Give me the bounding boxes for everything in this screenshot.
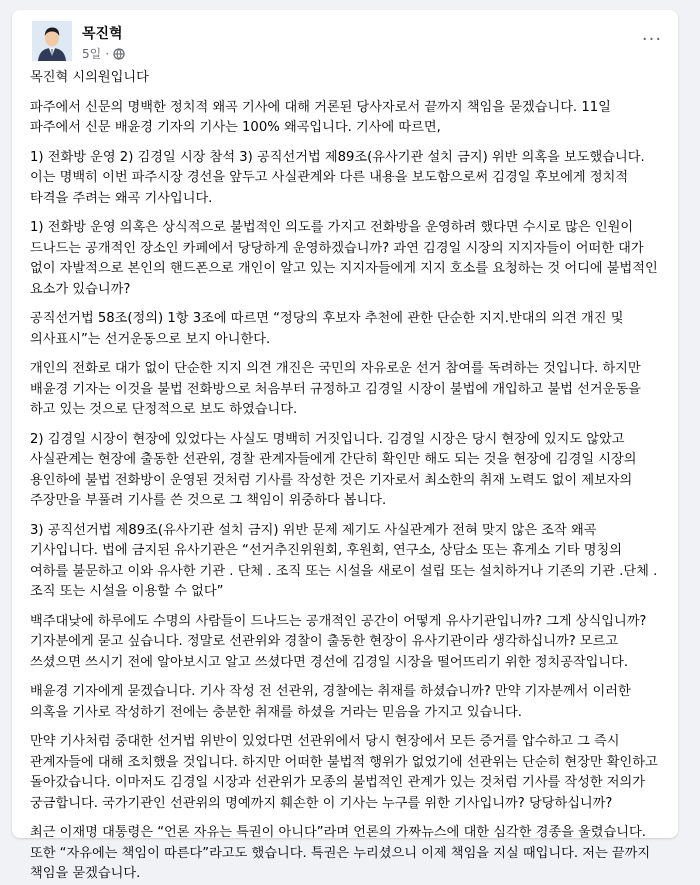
post-paragraph: 배윤경 기자에게 묻겠습니다. 기사 작성 전 선관위, 경찰에는 취재를 하셨습니까? 만약 기자분께서 이러한 의혹을 기사로 작성하기 전에는 충분한 취재를 하셨을 거라는 믿음을 가지고 있습니다. [30, 684, 631, 720]
post-body [12, 68, 678, 885]
post-paragraph: 공직선거법 58조(정의) 1항 3조에 따르면 “정당의 후보자 추천에 관한 단순한 지지.반대의 의견 개진 및 의사표시”는 선거운동으로 보지 아니한다. [30, 311, 624, 347]
globe-icon [113, 48, 125, 60]
post-paragraph: 목진혁 시의원입니다 [30, 70, 149, 85]
avatar[interactable] [32, 21, 72, 61]
more-options-icon: ··· [641, 28, 663, 50]
post-paragraph: 1) 전화방 운영 의혹은 상식적으로 불법적인 의도를 가지고 전화방을 운영하려 했다면 수시로 많은 인원이 드나드는 공개적인 장소인 카페에서 당당하게 운영하겠습니까? 과연 김경일 시장의 지지자들이 어떠한 대가 없이 자발적으로 본인의 핸드폰으로 개인이 알고 있는 지지자들에게 지지 호소를 요청하는 것 어디에 불법적인 요소가 있습니까? [30, 220, 658, 297]
post-paragraph: 백주대낮에 하루에도 수명의 사람들이 드나드는 공개적인 공간이 어떻게 유사기관입니까? 그게 상식입니까? 기자분에게 묻고 싶습니다. 정말로 선관위와 경찰이 출동한 현장이 유사기관이라 생각하십니까? 모르고 쓰셨으면 쓰시기 전에 알아보시고 알고 쓰셨다면 경선에 김경일 시장을 떨어뜨리기 위한 정치공작입니다. [30, 613, 647, 670]
post-paragraph: 만약 기사처럼 중대한 선거법 위반이 있었다면 선관위에서 당시 현장에서 모든 증거를 압수하고 그 즉시 관계자들에 대해 조치했을 것입니다. 하지만 어떠한 불법적 행위가 없었기에 선관위는 단순히 현장만 확인하고 돌아갔습니다. 이마저도 김경일 시장과 선관위가 모종의 불법적인 관계가 있는 것처럼 기사를 작성한 저의가 궁금합니다. 국가기관인 선관위의 명예까지 훼손한 이 기사는 누구를 위한 기사입니까? 당당하십니까? [30, 734, 658, 811]
profile-photo [32, 21, 72, 61]
post-paragraph: 최근 이재명 대통령은 “언론 자유는 특권이 아니다”라며 언론의 가짜뉴스에 대한 심각한 경종을 울렸습니다. 또한 “자유에는 책임이 따른다”라고도 했습니다. 특권은 누리셨으니 이제 책임을 지실 때입니다. 저는 끝까지 책임을 묻겠습니다. [30, 825, 651, 881]
post-paragraph: 3) 공직선거법 제89조(유사기관 설치 금지) 위반 문제 제기도 사실관계가 전혀 맞지 않은 조작 왜곡 기사입니다. 법에 금지된 유사기관은 “선거추진위원회, 후원회, 연구소, 상담소 또는 휴게소 기타 명칭의 여하를 불문하고 이와 유사한 기관 . 단체 . 조직 또는 시설을 새로이 설립 또는 설치하거나 기존의 기관 .단체 . 조직 또는 시설을 이용할 수 없다” [30, 522, 658, 599]
post-paragraph: 1) 전화방 운영 2) 김경일 시장 참석 3) 공직선거법 제89조(유사기관 설치 금지) 위반 의혹을 보도했습니다. 이는 명백히 이번 파주시장 경선을 앞두고 사실관계와 다른 내용을 보도함으로써 김경일 후보에게 정치적 타격을 주려는 왜곡 기사입니다. [30, 149, 645, 206]
post-paragraph: 파주에서 신문의 명백한 정치적 왜곡 기사에 대해 거론된 당사자로서 끝까지 책임을 묻겠습니다. 11일 파주에서 신문 배윤경 기자의 기사는 100% 왜곡입니다. 기사에 따르면, [30, 99, 611, 135]
post-paragraph: 개인의 전화로 대가 없이 단순한 지지 의견 개진은 국민의 자유로운 선거 참여를 독려하는 것입니다. 하지만 배윤경 기자는 이것을 불법 전화방으로 처음부터 규정하고 김경일 시장이 불법에 개입하고 불법 선거운동을 하고 있는 것으로 단정적으로 보도 하였습니다. [30, 361, 641, 417]
post-card [12, 10, 678, 881]
more-options-button[interactable] [636, 25, 668, 53]
meta-separator: · [105, 46, 110, 61]
post-paragraph: 2) 김경일 시장이 현장에 있었다는 사실도 명백히 거짓입니다. 김경일 시장은 당시 현장에 있지도 않았고 사실관계는 현장에 출동한 선관위, 경찰 관계자들에게 간단히 확인만 해도 되는 것을 현장에 김경일 시장의 용인하에 불법 전화방이 운영된 것처럼 기사를 작성한 것은 기자로서 최소한의 취재 노력도 없이 제보자의 주장만을 부풀려 기사를 쓴 것으로 그 책임이 위중하다 봅니다. [30, 431, 637, 508]
post-header [12, 10, 678, 68]
post-time[interactable]: 5일 [82, 47, 102, 61]
author-name[interactable]: 목진혁 [82, 26, 123, 42]
post-meta [82, 45, 125, 62]
